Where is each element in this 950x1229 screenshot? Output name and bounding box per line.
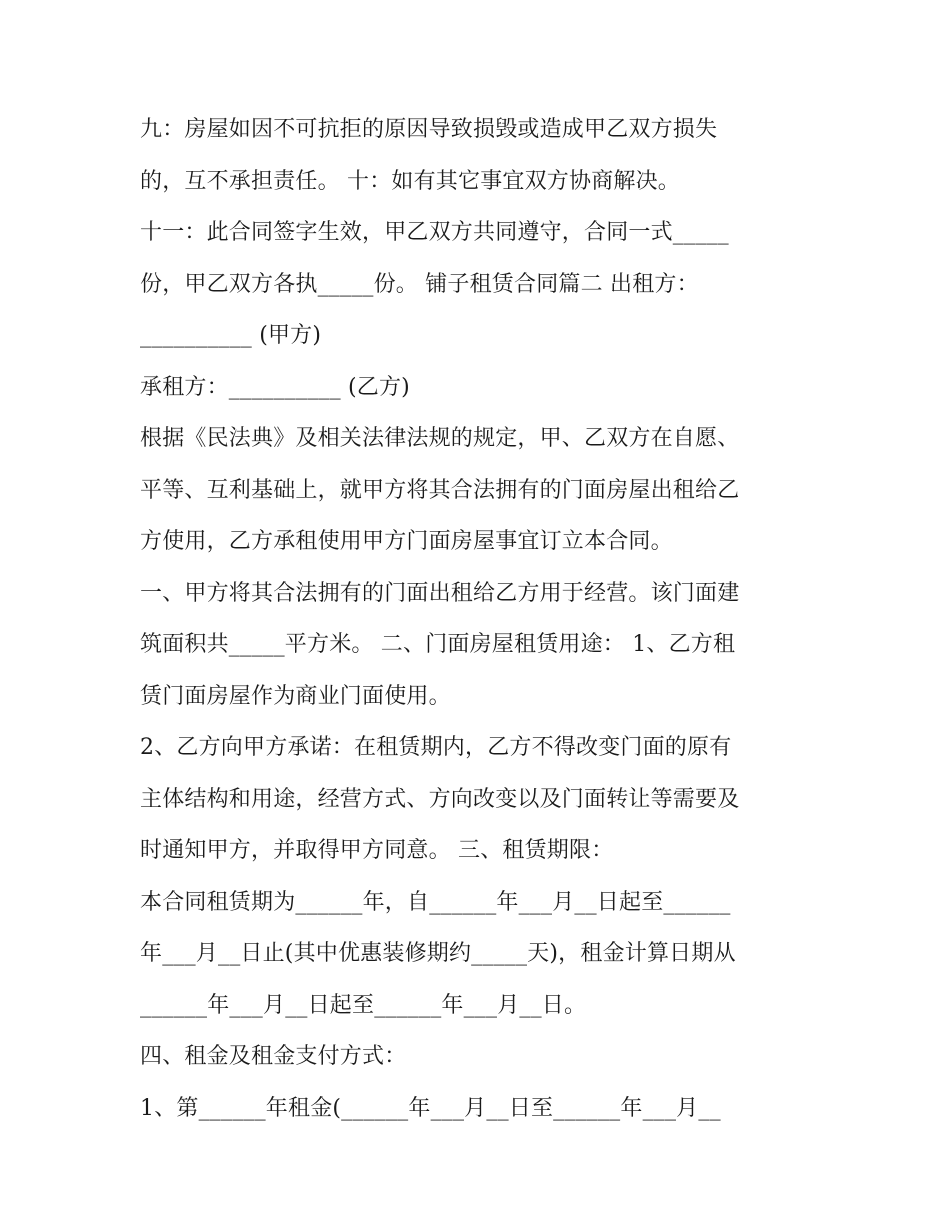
text-line: 份，甲乙双方各执_____份。 铺子租赁合同篇二 出租方： [140, 271, 699, 297]
text-line: 四、租金及租金支付方式： [140, 1044, 407, 1069]
text-line: 主体结构和用途，经营方式、方向改变以及门面转让等需要及 [140, 786, 740, 812]
text-line: 一、甲方将其合法拥有的门面出租给乙方用于经营。该门面建 [140, 580, 740, 606]
contract-text [140, 104, 830, 1134]
text-line: 承租方：__________ (乙方) [140, 374, 410, 400]
text-line: 2、乙方向甲方承诺：在租赁期内，乙方不得改变门面的原有 [140, 735, 732, 760]
text-line: 年___月__日止(其中优惠装修期约_____天)，租金计算日期从 [140, 941, 736, 966]
text-line: 1、第______年租金(______年___月__日至______年___月__ [140, 1095, 721, 1121]
text-line: 赁门面房屋作为商业门面使用。 [140, 683, 451, 709]
text-line: 时通知甲方，并取得甲方同意。 三、租赁期限： [140, 838, 614, 863]
text-line: 方使用，乙方承租使用甲方门面房屋事宜订立本合同。 [140, 529, 673, 554]
text-line: ______年___月__日起至______年___月__日。 [140, 992, 587, 1018]
text-line: 根据《民法典》及相关法律法规的规定，甲、乙双方在自愿、 [140, 426, 740, 451]
text-line: 筑面积共_____平方米。 二、门面房屋租赁用途： 1、乙方租 [140, 632, 736, 657]
text-line: 十一：此合同签字生效，甲乙双方共同遵守，合同一式_____ [140, 220, 729, 245]
text-line: __________ (甲方) [140, 323, 322, 348]
text-line: 九：房屋如因不可抗拒的原因导致损毁或造成甲乙双方损失 [140, 117, 718, 142]
text-line: 的，互不承担责任。 十：如有其它事宜双方协商解决。 [140, 168, 680, 194]
text-line: 本合同租赁期为______年，自______年___月__日起至______ [140, 889, 731, 915]
text-line: 平等、互利基础上，就甲方将其合法拥有的门面房屋出租给乙 [140, 477, 740, 503]
